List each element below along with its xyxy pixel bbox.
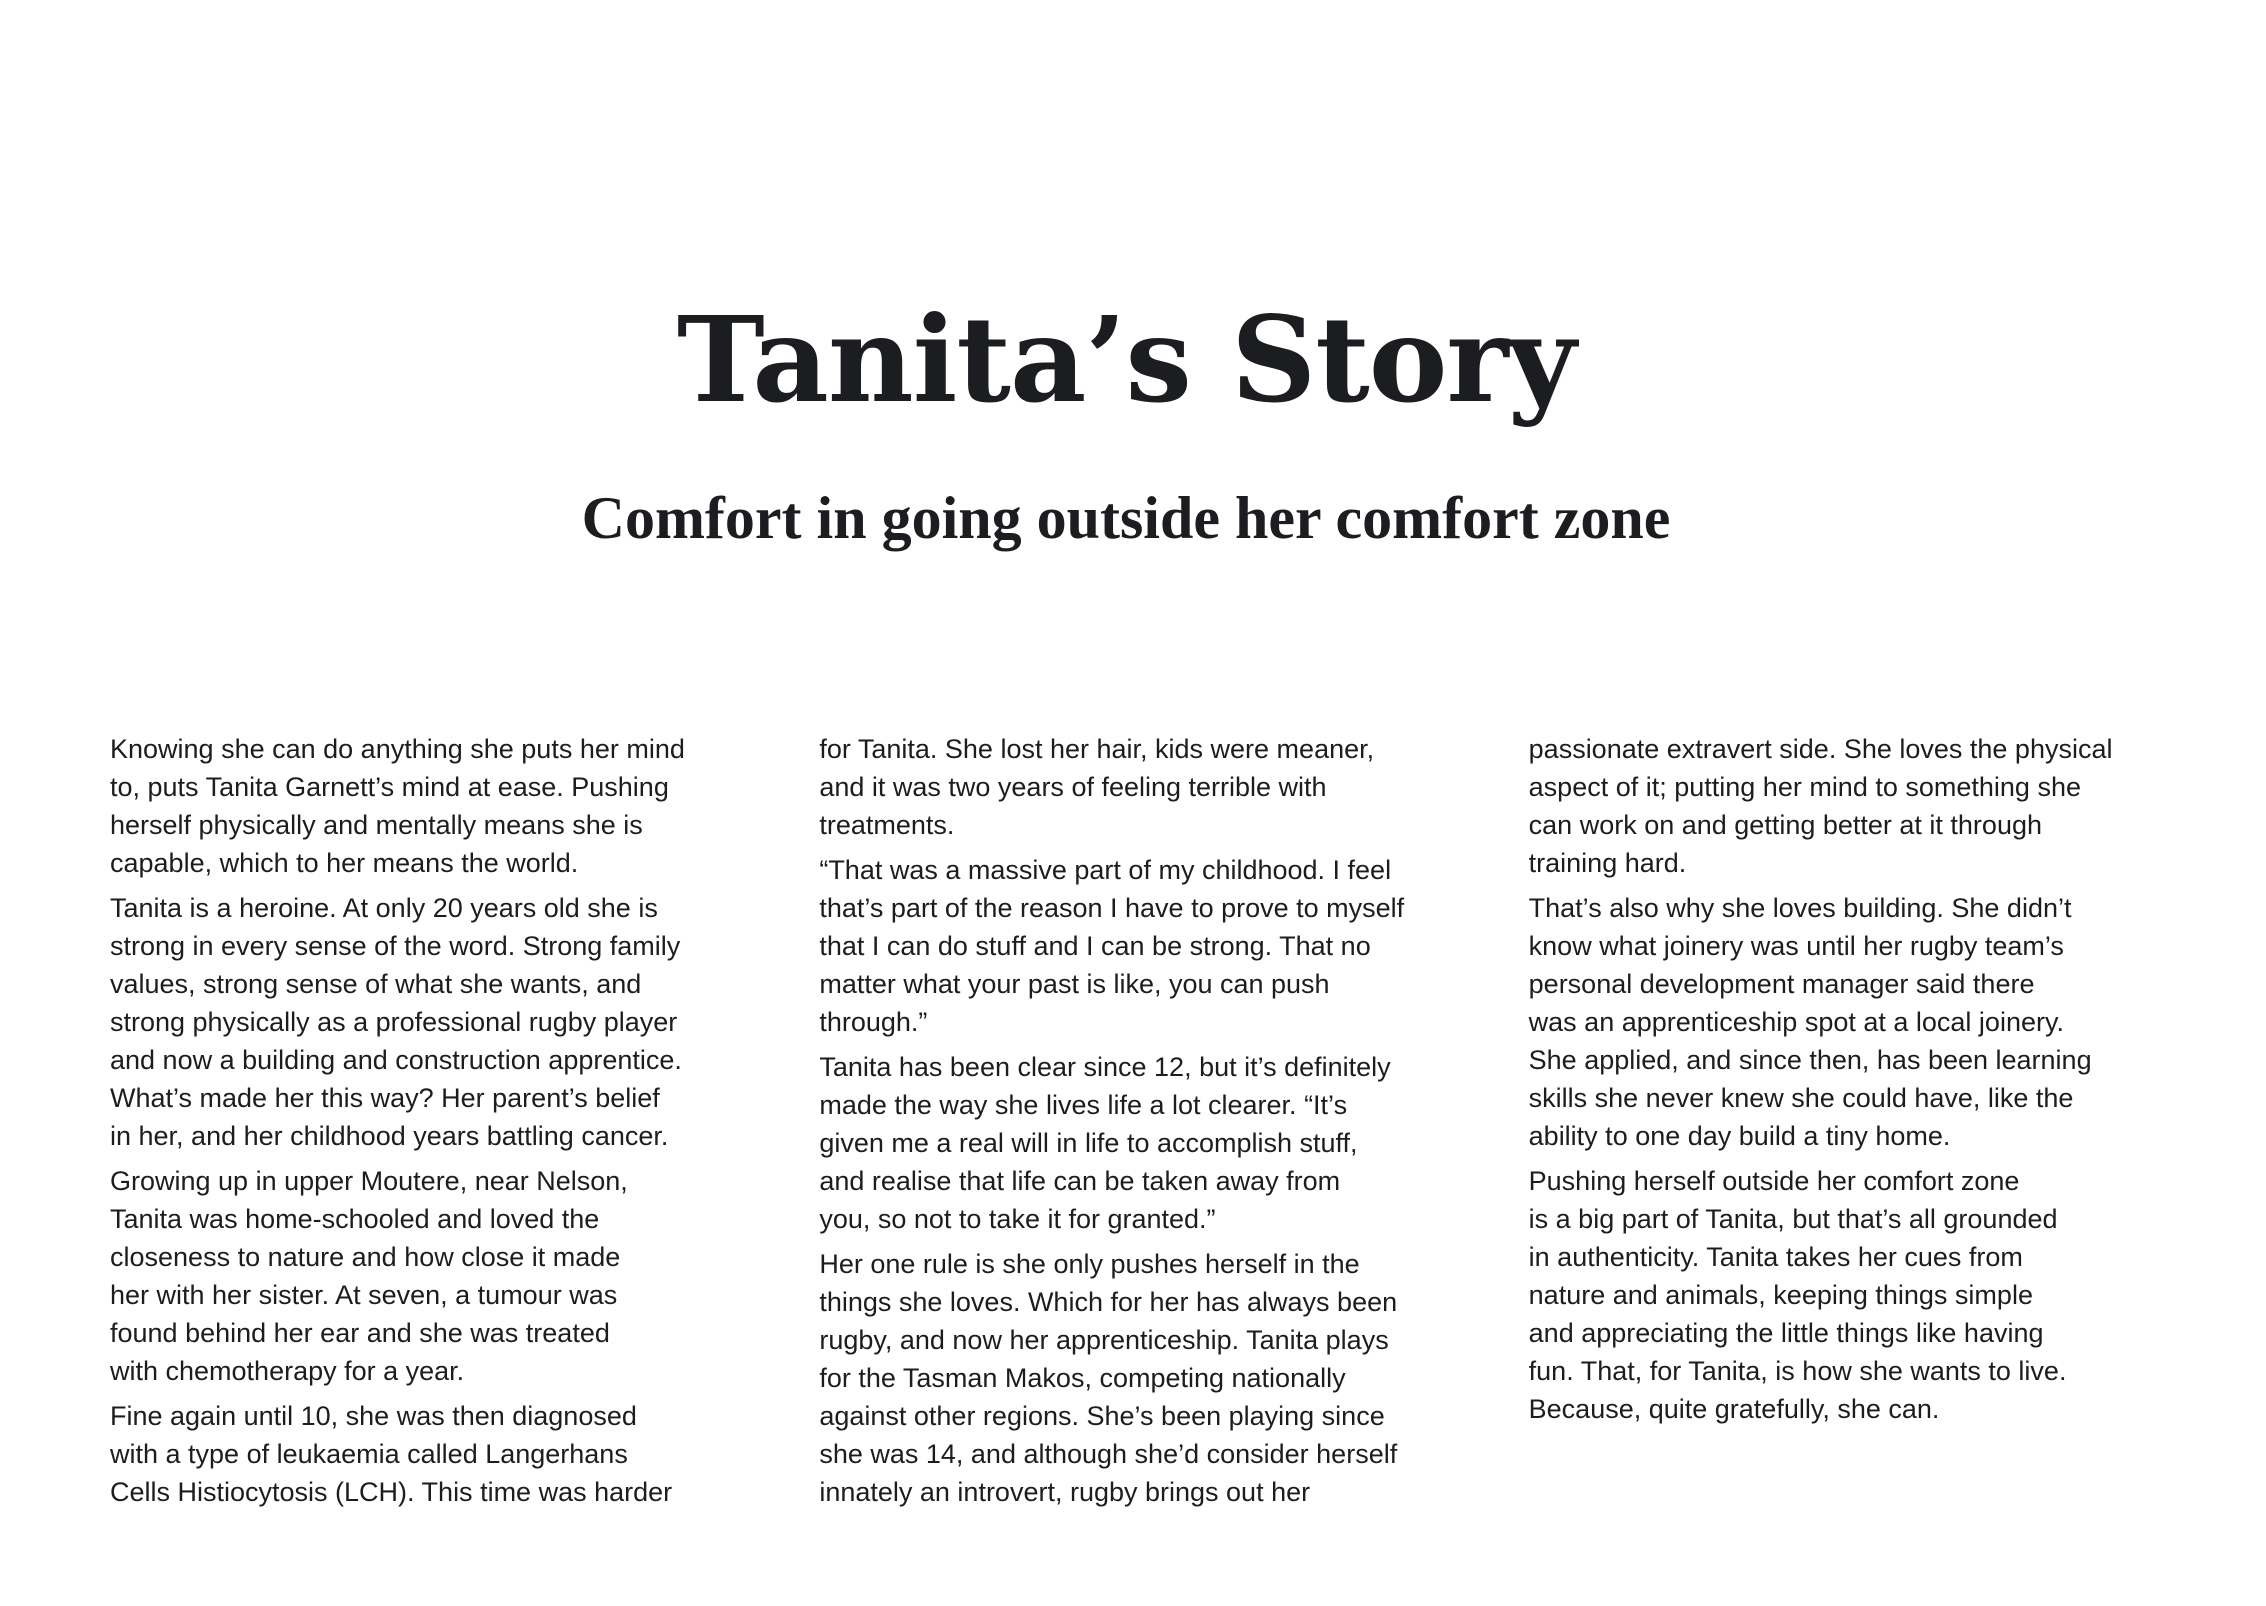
article-subtitle: Comfort in going outside her comfort zone	[581, 485, 1671, 551]
paragraph: Fine again until 10, she was then diagnosed with a type of leukaemia called Langerhans Cells Histiocytosis (LCH). This time was harder	[110, 1401, 673, 1507]
column-3	[1529, 730, 2140, 1520]
paragraph: passionate extravert side. She loves the physical aspect of it; putting her mind to something she can work on and getting better at it through training hard.	[1528, 734, 2113, 878]
paragraph: Tanita has been clear since 12, but it’s definitely made the way she lives life a lot clearer. “It’s given me a real will in life to accomplish stuff, and realise that life can be taken away from you, so not to take it for granted.”	[819, 1052, 1391, 1234]
article-body	[110, 730, 2140, 1520]
paragraph: That’s also why she loves building. She didn’t know what joinery was until her rugby team’s personal development manager said there was an apprenticeship spot at a local joinery. She applied, and since then, has been learning skills she never knew she could have, like the ability to one day build a tiny home.	[1528, 893, 2092, 1151]
paragraph: Her one rule is she only pushes herself in the things she loves. Which for her has always been rugby, and now her apprenticeship. Tanita plays for the Tasman Makos, competing nationally against other regions. She’s been playing since she was 14, and although she’d consider herself innately an introvert, rugby brings out her	[819, 1249, 1398, 1507]
paragraph: “That was a massive part of my childhood. I feel that’s part of the reason I have to prove to myself that I can do stuff and I can be strong. That no matter what your past is like, you can push through.”	[819, 855, 1405, 1037]
article-title: Tanita’s Story	[676, 290, 1576, 429]
paragraph: Pushing herself outside her comfort zone is a big part of Tanita, but that’s all grounded in authenticity. Tanita takes her cues from nature and animals, keeping things simple and appreciating the little things like having fun. That, for Tanita, is how she wants to live. Because, quite gratefully, she can.	[1528, 1166, 2067, 1424]
paragraph: for Tanita. She lost her hair, kids were meaner, and it was two years of feeling terrible with treatments.	[819, 734, 1375, 840]
paragraph: Knowing she can do anything she puts her mind to, puts Tanita Garnett’s mind at ease. Pushing herself physically and mentally means she is capable, which to her means the world.	[110, 734, 685, 878]
column-2	[819, 730, 1430, 1520]
paragraph: Growing up in upper Moutere, near Nelson, Tanita was home-schooled and loved the closeness to nature and how close it made her with her sister. At seven, a tumour was found behind her ear and she was treated with chemotherapy for a year.	[110, 1166, 628, 1386]
column-1	[110, 730, 721, 1520]
paragraph: Tanita is a heroine. At only 20 years old she is strong in every sense of the word. Strong family values, strong sense of what she wants, and strong physically as a professional rugby player and now a building and construction apprentice. What’s made her this way? Her parent’s belief in her, and her childhood years battling cancer.	[110, 893, 682, 1151]
